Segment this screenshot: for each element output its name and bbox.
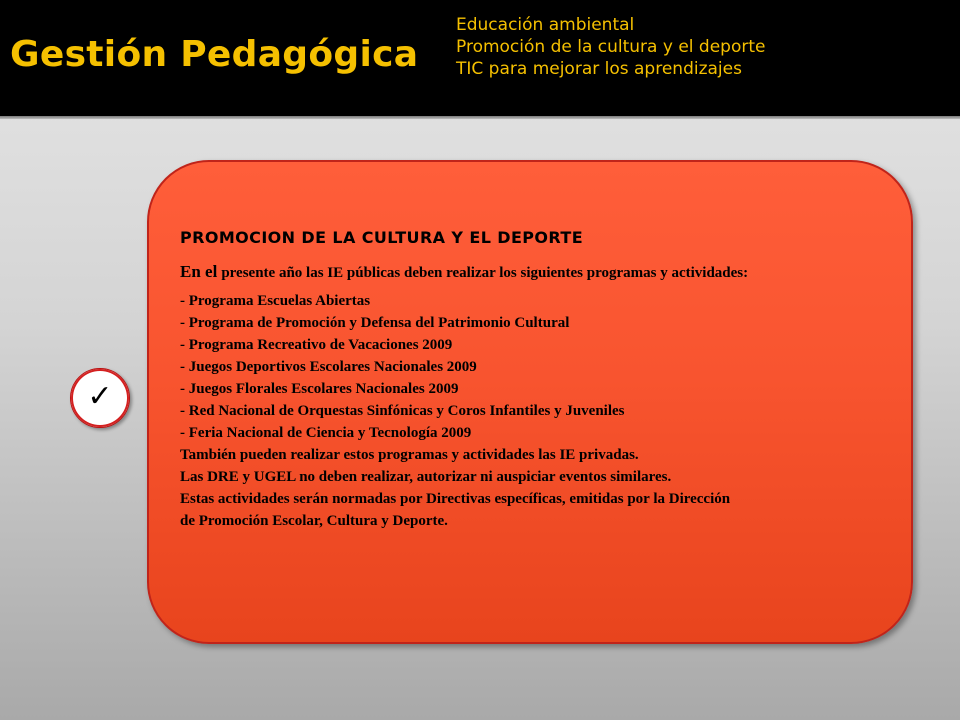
check-bullet bbox=[70, 368, 130, 428]
list-item: - Juegos Florales Escolares Nacionales 2009 bbox=[180, 381, 459, 397]
topic-item: Promoción de la cultura y el deporte bbox=[456, 37, 766, 57]
section-heading: PROMOCION DE LA CULTURA Y EL DEPORTE bbox=[180, 228, 584, 247]
intro-lead: En el bbox=[180, 262, 218, 281]
header-bar bbox=[0, 0, 960, 116]
list-item: - Red Nacional de Orquestas Sinfónicas y Coros Infantiles y Juveniles bbox=[180, 403, 625, 419]
list-item: - Programa Escuelas Abiertas bbox=[180, 293, 371, 309]
topic-item: Educación ambiental bbox=[456, 15, 635, 35]
check-icon: ✓ bbox=[87, 379, 113, 414]
list-item: de Promoción Escolar, Cultura y Deporte. bbox=[180, 513, 448, 529]
list-item: - Programa Recreativo de Vacaciones 2009 bbox=[180, 337, 453, 353]
topic-list bbox=[456, 14, 765, 80]
page-title: Gestión Pedagógica bbox=[10, 34, 419, 75]
header-divider bbox=[0, 116, 960, 119]
list-item: También pueden realizar estos programas y actividades las IE privadas. bbox=[180, 447, 639, 463]
list-item: Las DRE y UGEL no deben realizar, autorizar ni auspiciar eventos similares. bbox=[180, 469, 672, 485]
list-item: - Feria Nacional de Ciencia y Tecnología 2009 bbox=[180, 425, 472, 441]
list-item: - Juegos Deportivos Escolares Nacionales 2009 bbox=[180, 359, 477, 375]
program-list bbox=[180, 290, 905, 532]
list-item: - Programa de Promoción y Defensa del Patrimonio Cultural bbox=[180, 315, 570, 331]
topic-item: TIC para mejorar los aprendizajes bbox=[456, 59, 742, 79]
intro-rest: presente año las IE públicas deben realizar los siguientes programas y actividades: bbox=[221, 265, 749, 281]
intro-paragraph bbox=[180, 262, 905, 282]
panel-content bbox=[180, 228, 905, 532]
list-item: Estas actividades serán normadas por Directivas específicas, emitidas por la Dirección bbox=[180, 491, 731, 507]
